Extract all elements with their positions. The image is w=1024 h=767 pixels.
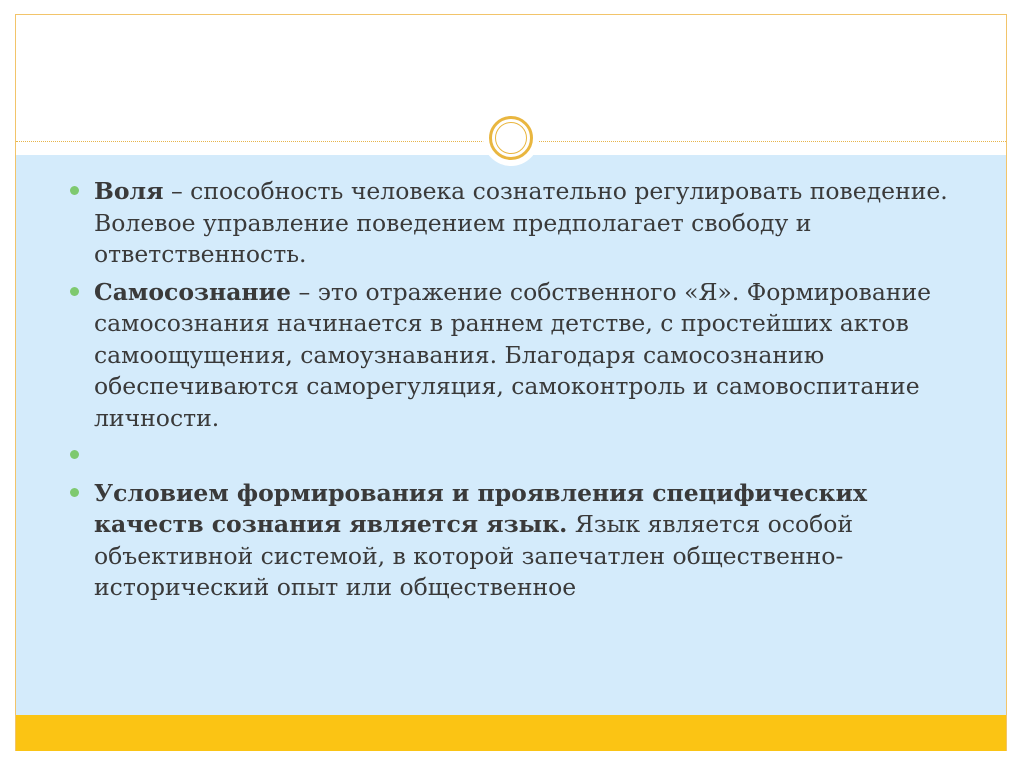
bullet-text: Язык является особой объективной системой, в которой запечатлен общественно-исторический опыт или общественное (94, 510, 854, 601)
bullet-item-samosoznanie (70, 277, 970, 435)
bullet-text: – способность человека сознательно регулировать поведение. Волевое управление поведением предполагает свободу и ответственность. (94, 177, 948, 268)
circle-ornament-icon (483, 110, 539, 166)
bullet-item-yazyk (70, 478, 970, 604)
bullet-dot-icon (70, 186, 79, 195)
ornament-ring (489, 116, 533, 160)
bullet-dot-icon (70, 488, 79, 497)
bullet-list (70, 176, 970, 610)
bottom-bar (16, 715, 1006, 751)
bullet-term: Самосознание (94, 277, 292, 306)
bullet-dot-icon (70, 450, 79, 459)
bullet-term: Условием формирования и проявления специфических качеств сознания является язык. (94, 478, 867, 538)
bullet-text: – это отражение собственного «Я». Формирование самосознания начинается в раннем детстве, с простейших актов самоощущения, самоузнавания. Благодаря самосознанию обеспечиваются саморегуляция, самоконтроль и самовоспитание личности. (94, 277, 932, 432)
bullet-item-empty (70, 440, 970, 472)
bullet-term: Воля (94, 177, 164, 205)
bullet-item-volya (70, 176, 970, 271)
bullet-dot-icon (70, 287, 79, 296)
